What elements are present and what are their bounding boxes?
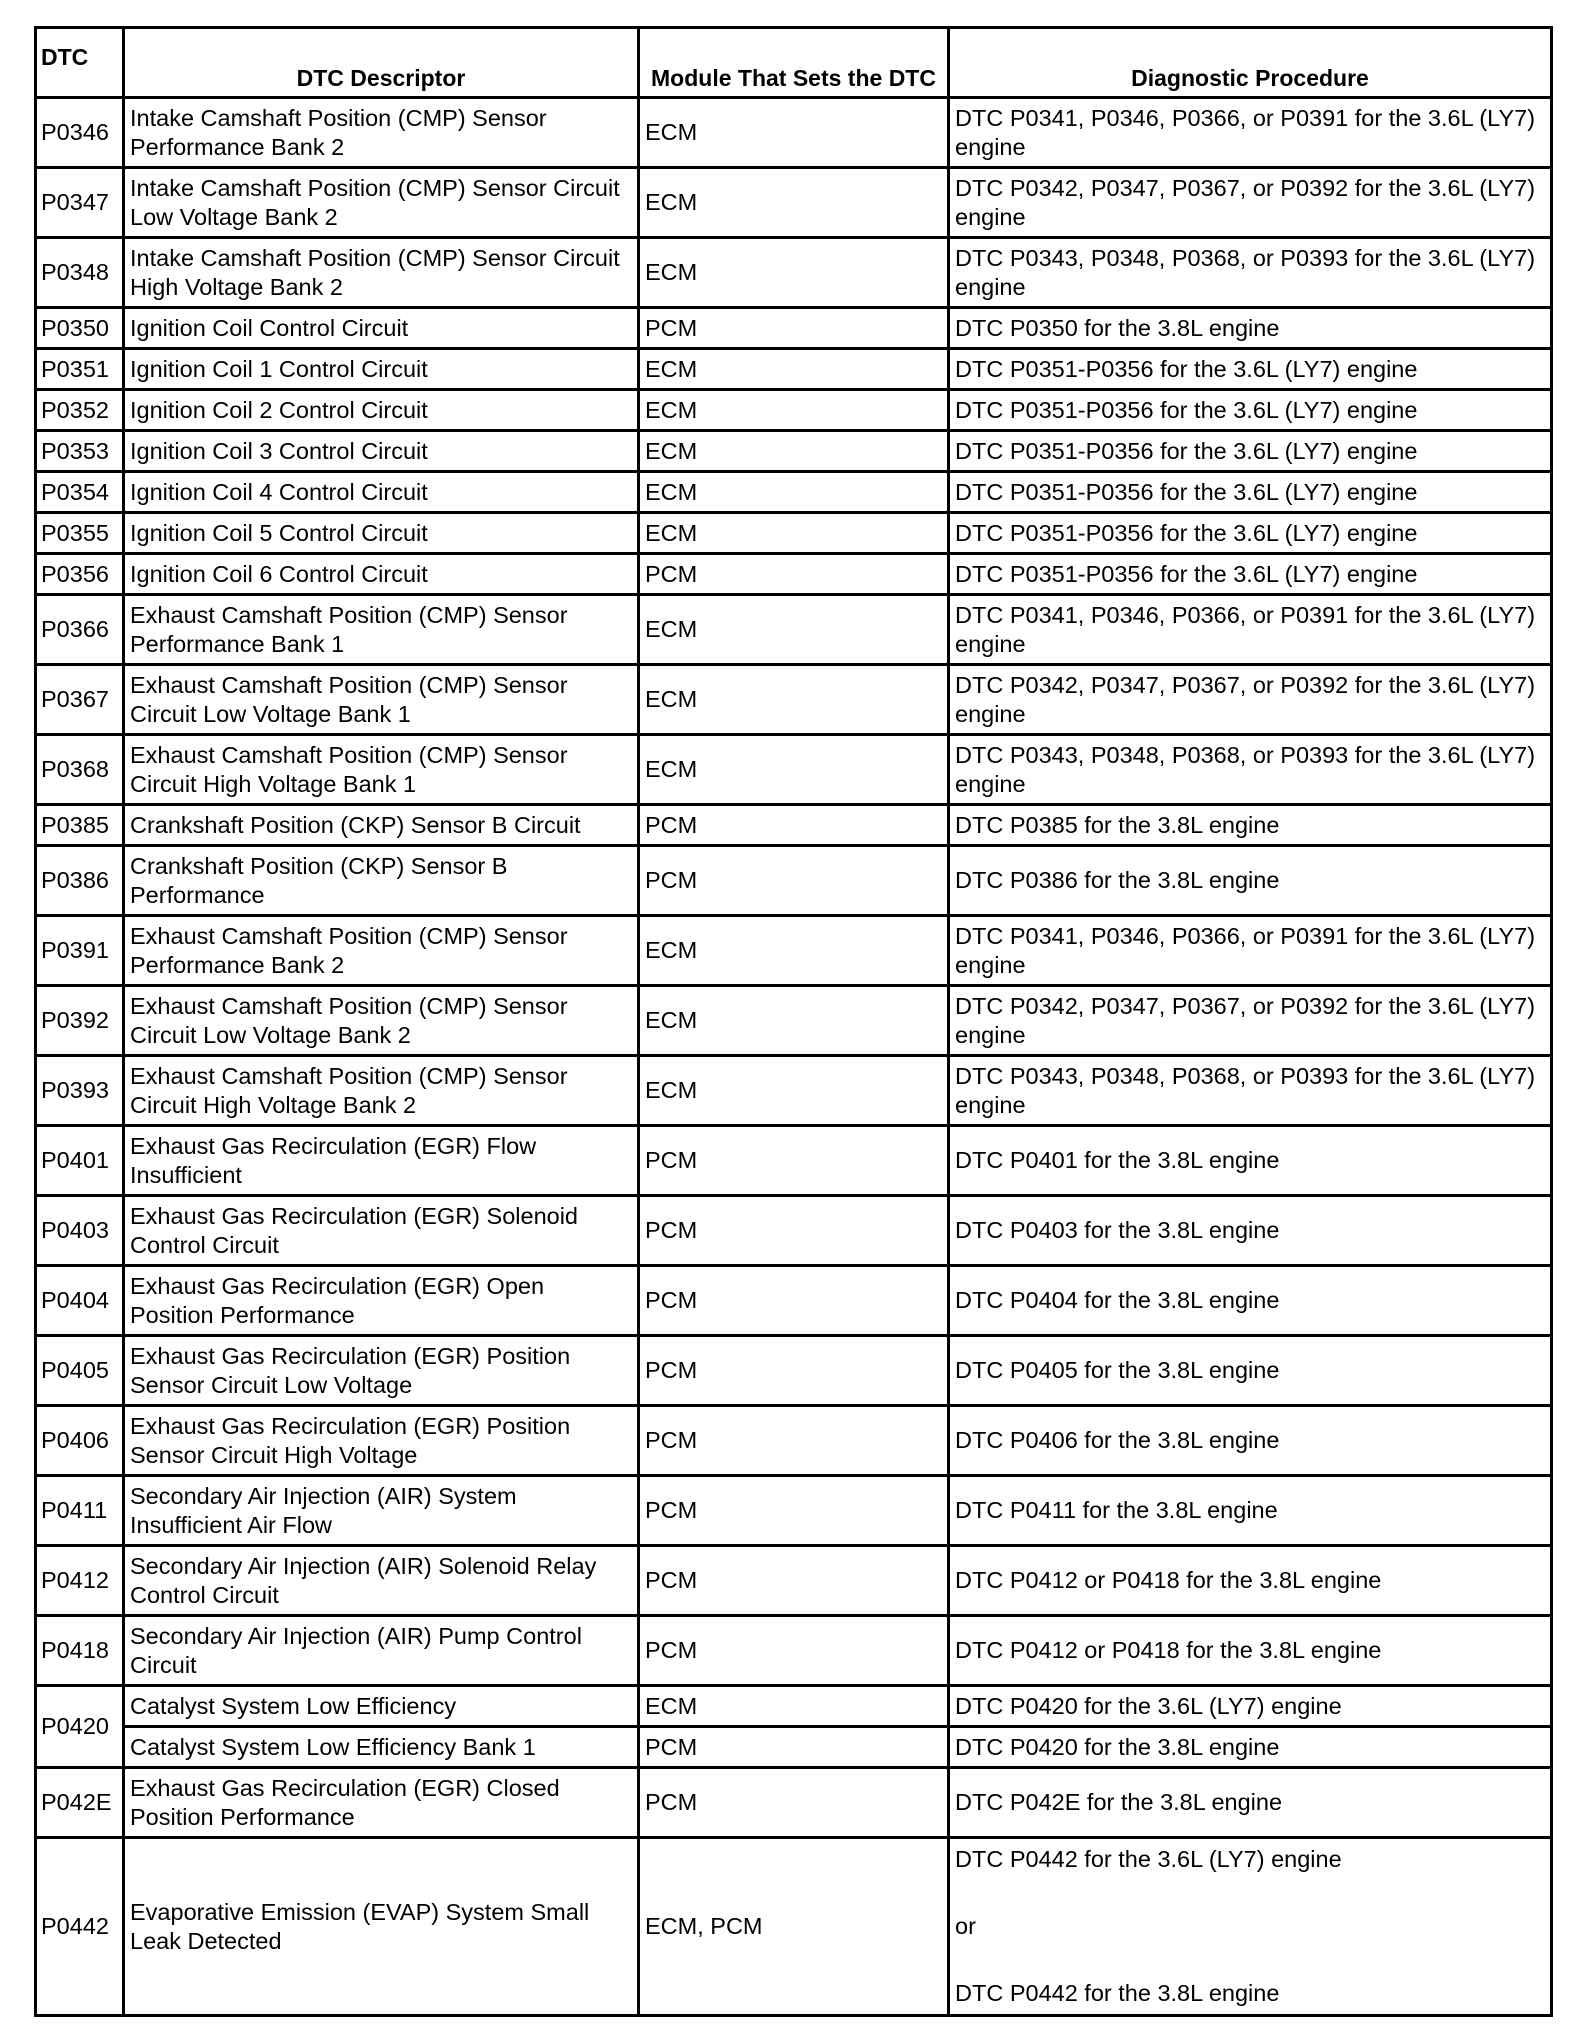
dtc-code: P0353 (36, 431, 124, 472)
dtc-module: PCM (639, 308, 949, 349)
table-row (36, 1838, 1552, 2016)
dtc-module: PCM (639, 805, 949, 846)
dtc-module: ECM (639, 1686, 949, 1727)
dtc-descriptor: Ignition Coil 1 Control Circuit (124, 349, 639, 390)
dtc-module: ECM (639, 472, 949, 513)
dtc-descriptor: Secondary Air Injection (AIR) Pump Control Circuit (124, 1616, 639, 1686)
dtc-descriptor: Intake Camshaft Position (CMP) Sensor Circuit High Voltage Bank 2 (124, 238, 639, 308)
dtc-code: P0366 (36, 595, 124, 665)
dtc-code: P0348 (36, 238, 124, 308)
dtc-descriptor: Evaporative Emission (EVAP) System Small Leak Detected (124, 1838, 639, 2016)
dtc-code: P042E (36, 1768, 124, 1838)
table-row (36, 1406, 1552, 1476)
dtc-code: P0412 (36, 1546, 124, 1616)
dtc-procedure: DTC P0420 for the 3.6L (LY7) engine (949, 1686, 1552, 1727)
dtc-descriptor: Exhaust Camshaft Position (CMP) Sensor Performance Bank 2 (124, 916, 639, 986)
dtc-descriptor: Catalyst System Low Efficiency Bank 1 (124, 1727, 639, 1768)
dtc-code: P0391 (36, 916, 124, 986)
dtc-module: ECM (639, 595, 949, 665)
dtc-code: P0352 (36, 390, 124, 431)
dtc-module: ECM (639, 735, 949, 805)
dtc-procedure: DTC P0341, P0346, P0366, or P0391 for the 3.6L (LY7) engine (949, 916, 1552, 986)
dtc-procedure: DTC P0343, P0348, P0368, or P0393 for the 3.6L (LY7) engine (949, 735, 1552, 805)
dtc-procedure: DTC P042E for the 3.8L engine (949, 1768, 1552, 1838)
table-row (36, 1686, 1552, 1727)
table-row (36, 1196, 1552, 1266)
dtc-procedure: DTC P0404 for the 3.8L engine (949, 1266, 1552, 1336)
dtc-code: P0386 (36, 846, 124, 916)
dtc-procedure: DTC P0350 for the 3.8L engine (949, 308, 1552, 349)
dtc-procedure: DTC P0411 for the 3.8L engine (949, 1476, 1552, 1546)
dtc-code: P0355 (36, 513, 124, 554)
dtc-module: PCM (639, 554, 949, 595)
dtc-module: ECM (639, 513, 949, 554)
table-row (36, 554, 1552, 595)
dtc-code: P0403 (36, 1196, 124, 1266)
table-row (36, 513, 1552, 554)
dtc-descriptor: Intake Camshaft Position (CMP) Sensor Circuit Low Voltage Bank 2 (124, 168, 639, 238)
dtc-procedure: DTC P0351-P0356 for the 3.6L (LY7) engine (949, 513, 1552, 554)
table-row (36, 349, 1552, 390)
table-row (36, 1727, 1552, 1768)
dtc-module: ECM (639, 390, 949, 431)
dtc-code: P0406 (36, 1406, 124, 1476)
dtc-procedure: DTC P0342, P0347, P0367, or P0392 for the 3.6L (LY7) engine (949, 986, 1552, 1056)
header-dtc: DTC (36, 28, 124, 98)
dtc-procedure: DTC P0351-P0356 for the 3.6L (LY7) engine (949, 390, 1552, 431)
dtc-module: ECM (639, 665, 949, 735)
table-row (36, 916, 1552, 986)
table-row (36, 1546, 1552, 1616)
dtc-descriptor: Exhaust Gas Recirculation (EGR) Flow Insufficient (124, 1126, 639, 1196)
dtc-module: ECM, PCM (639, 1838, 949, 2016)
dtc-procedure: DTC P0351-P0356 for the 3.6L (LY7) engine (949, 349, 1552, 390)
dtc-descriptor: Intake Camshaft Position (CMP) Sensor Performance Bank 2 (124, 98, 639, 168)
header-descriptor: DTC Descriptor (124, 28, 639, 98)
dtc-procedure: DTC P0343, P0348, P0368, or P0393 for the 3.6L (LY7) engine (949, 238, 1552, 308)
dtc-code: P0347 (36, 168, 124, 238)
dtc-code: P0442 (36, 1838, 124, 2016)
dtc-descriptor: Ignition Coil 3 Control Circuit (124, 431, 639, 472)
header-procedure: Diagnostic Procedure (949, 28, 1552, 98)
dtc-module: ECM (639, 916, 949, 986)
procedure-line: DTC P0442 for the 3.8L engine (955, 1980, 1280, 2006)
table-row (36, 390, 1552, 431)
dtc-descriptor: Crankshaft Position (CKP) Sensor B Circuit (124, 805, 639, 846)
dtc-descriptor: Exhaust Camshaft Position (CMP) Sensor Circuit Low Voltage Bank 1 (124, 665, 639, 735)
dtc-procedure: DTC P0343, P0348, P0368, or P0393 for the 3.6L (LY7) engine (949, 1056, 1552, 1126)
dtc-descriptor: Ignition Coil 6 Control Circuit (124, 554, 639, 595)
table-row (36, 1616, 1552, 1686)
dtc-module: ECM (639, 431, 949, 472)
table-row (36, 735, 1552, 805)
table-row (36, 472, 1552, 513)
dtc-code: P0393 (36, 1056, 124, 1126)
dtc-code: P0404 (36, 1266, 124, 1336)
dtc-procedure: DTC P0405 for the 3.8L engine (949, 1336, 1552, 1406)
procedure-line: DTC P0442 for the 3.6L (LY7) engine (955, 1846, 1342, 1872)
dtc-code: P0392 (36, 986, 124, 1056)
dtc-procedure: DTC P0342, P0347, P0367, or P0392 for the 3.6L (LY7) engine (949, 665, 1552, 735)
dtc-descriptor: Ignition Coil Control Circuit (124, 308, 639, 349)
dtc-descriptor: Catalyst System Low Efficiency (124, 1686, 639, 1727)
dtc-module: PCM (639, 1768, 949, 1838)
dtc-code: P0346 (36, 98, 124, 168)
dtc-module: PCM (639, 1336, 949, 1406)
dtc-procedure: DTC P0341, P0346, P0366, or P0391 for the 3.6L (LY7) engine (949, 595, 1552, 665)
dtc-procedure: DTC P0351-P0356 for the 3.6L (LY7) engine (949, 472, 1552, 513)
table-row (36, 238, 1552, 308)
dtc-descriptor: Exhaust Gas Recirculation (EGR) Position Sensor Circuit High Voltage (124, 1406, 639, 1476)
table-row (36, 595, 1552, 665)
dtc-module: ECM (639, 98, 949, 168)
dtc-code: P0420 (36, 1686, 124, 1768)
dtc-module: PCM (639, 1727, 949, 1768)
table-row (36, 665, 1552, 735)
table-row (36, 805, 1552, 846)
dtc-procedure: DTC P0412 or P0418 for the 3.8L engine (949, 1616, 1552, 1686)
table-row (36, 986, 1552, 1056)
dtc-procedure: DTC P0351-P0356 for the 3.6L (LY7) engine (949, 554, 1552, 595)
dtc-module: PCM (639, 1266, 949, 1336)
table-row (36, 1126, 1552, 1196)
dtc-module: ECM (639, 349, 949, 390)
dtc-code: P0385 (36, 805, 124, 846)
dtc-descriptor: Exhaust Camshaft Position (CMP) Sensor Circuit High Voltage Bank 1 (124, 735, 639, 805)
table-row (36, 1266, 1552, 1336)
dtc-code: P0411 (36, 1476, 124, 1546)
header-row (36, 28, 1552, 98)
dtc-module: PCM (639, 1546, 949, 1616)
dtc-descriptor: Ignition Coil 4 Control Circuit (124, 472, 639, 513)
dtc-code: P0401 (36, 1126, 124, 1196)
dtc-code: P0418 (36, 1616, 124, 1686)
table-row (36, 1056, 1552, 1126)
dtc-module: ECM (639, 986, 949, 1056)
dtc-procedure: DTC P0342, P0347, P0367, or P0392 for the 3.6L (LY7) engine (949, 168, 1552, 238)
dtc-code: P0367 (36, 665, 124, 735)
dtc-descriptor: Exhaust Gas Recirculation (EGR) Closed Position Performance (124, 1768, 639, 1838)
dtc-procedure: DTC P0406 for the 3.8L engine (949, 1406, 1552, 1476)
procedure-or: or (955, 1913, 976, 1939)
dtc-code: P0405 (36, 1336, 124, 1406)
dtc-descriptor: Secondary Air Injection (AIR) Solenoid Relay Control Circuit (124, 1546, 639, 1616)
dtc-descriptor: Secondary Air Injection (AIR) System Insufficient Air Flow (124, 1476, 639, 1546)
dtc-module: PCM (639, 1196, 949, 1266)
table-row (36, 1476, 1552, 1546)
dtc-descriptor: Exhaust Gas Recirculation (EGR) Position Sensor Circuit Low Voltage (124, 1336, 639, 1406)
table-row (36, 98, 1552, 168)
dtc-code: P0354 (36, 472, 124, 513)
table-row (36, 846, 1552, 916)
dtc-code: P0350 (36, 308, 124, 349)
dtc-module: PCM (639, 846, 949, 916)
dtc-descriptor: Exhaust Gas Recirculation (EGR) Open Position Performance (124, 1266, 639, 1336)
dtc-module: PCM (639, 1616, 949, 1686)
dtc-procedure: DTC P0412 or P0418 for the 3.8L engine (949, 1546, 1552, 1616)
dtc-procedure: DTC P0341, P0346, P0366, or P0391 for the 3.6L (LY7) engine (949, 98, 1552, 168)
table-row (36, 308, 1552, 349)
dtc-code: P0356 (36, 554, 124, 595)
dtc-code: P0368 (36, 735, 124, 805)
dtc-procedure: DTC P0401 for the 3.8L engine (949, 1126, 1552, 1196)
dtc-document (34, 26, 1550, 2017)
dtc-module: ECM (639, 238, 949, 308)
header-module: Module That Sets the DTC (639, 28, 949, 98)
dtc-module: ECM (639, 1056, 949, 1126)
dtc-descriptor: Exhaust Gas Recirculation (EGR) Solenoid Control Circuit (124, 1196, 639, 1266)
dtc-descriptor: Ignition Coil 2 Control Circuit (124, 390, 639, 431)
dtc-procedure (949, 1838, 1552, 2016)
dtc-table (34, 26, 1553, 2017)
dtc-module: PCM (639, 1406, 949, 1476)
dtc-descriptor: Exhaust Camshaft Position (CMP) Sensor Circuit Low Voltage Bank 2 (124, 986, 639, 1056)
table-row (36, 1336, 1552, 1406)
table-row (36, 168, 1552, 238)
dtc-module: PCM (639, 1126, 949, 1196)
dtc-descriptor: Crankshaft Position (CKP) Sensor B Performance (124, 846, 639, 916)
dtc-module: PCM (639, 1476, 949, 1546)
dtc-procedure: DTC P0403 for the 3.8L engine (949, 1196, 1552, 1266)
dtc-procedure: DTC P0351-P0356 for the 3.6L (LY7) engine (949, 431, 1552, 472)
dtc-procedure: DTC P0385 for the 3.8L engine (949, 805, 1552, 846)
dtc-module: ECM (639, 168, 949, 238)
dtc-code: P0351 (36, 349, 124, 390)
dtc-procedure: DTC P0386 for the 3.8L engine (949, 846, 1552, 916)
dtc-descriptor: Exhaust Camshaft Position (CMP) Sensor Circuit High Voltage Bank 2 (124, 1056, 639, 1126)
table-row (36, 431, 1552, 472)
dtc-descriptor: Ignition Coil 5 Control Circuit (124, 513, 639, 554)
dtc-descriptor: Exhaust Camshaft Position (CMP) Sensor Performance Bank 1 (124, 595, 639, 665)
dtc-procedure: DTC P0420 for the 3.8L engine (949, 1727, 1552, 1768)
table-row (36, 1768, 1552, 1838)
